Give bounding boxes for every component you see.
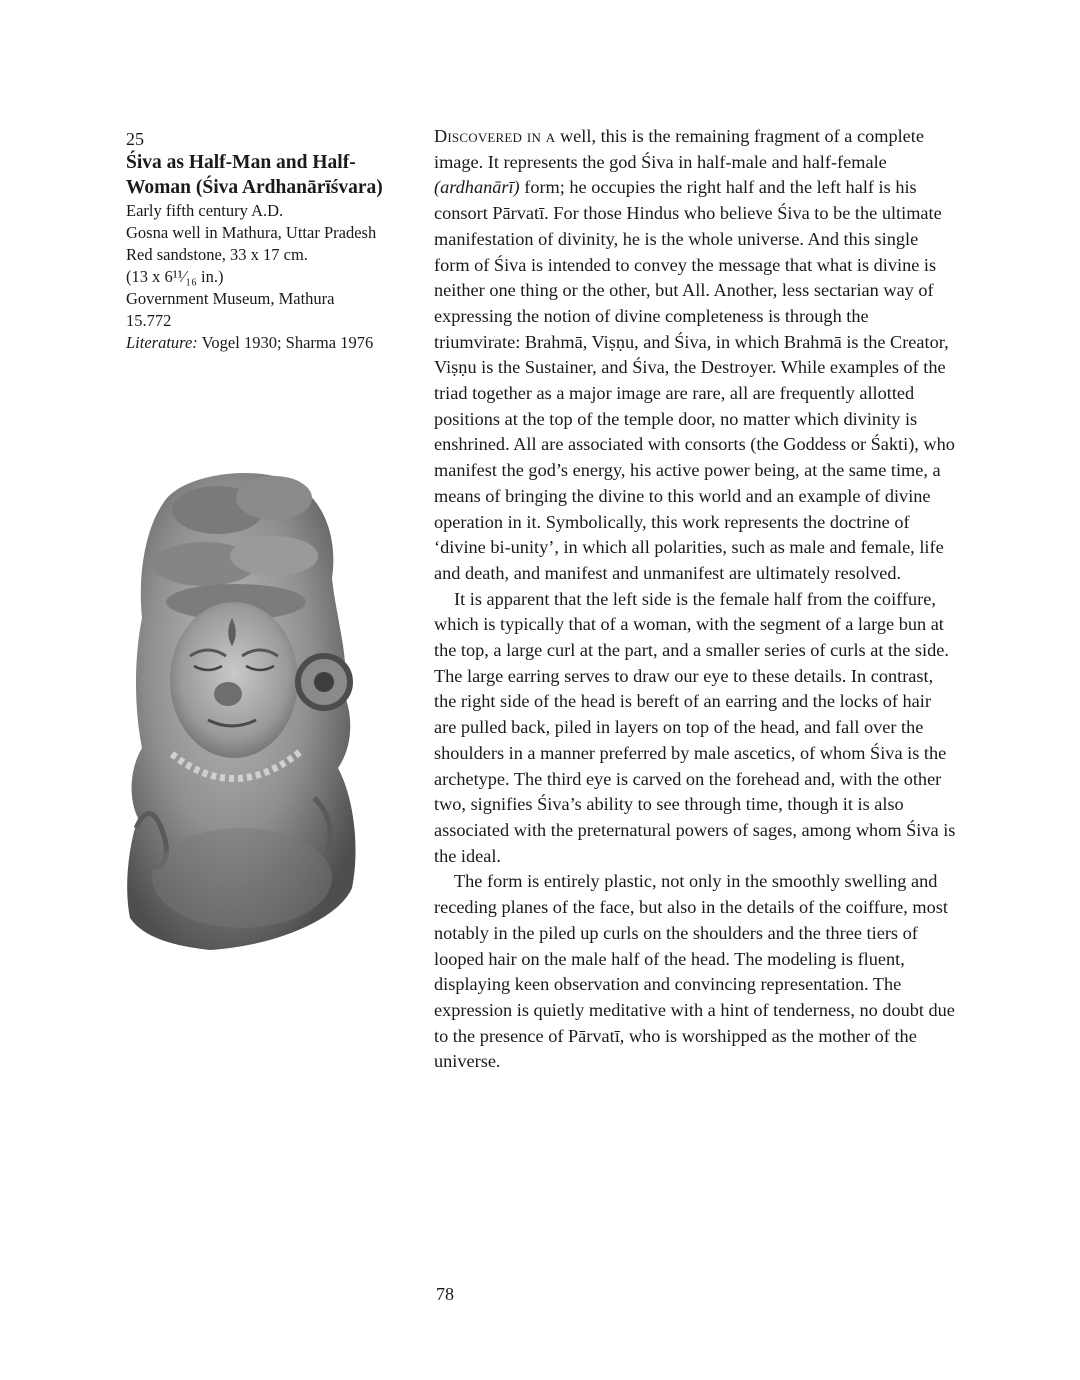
catalog-dimensions-in: (13 x 6¹¹⁄₁₆ in.): [126, 267, 224, 286]
sanskrit-term: (ardhanārī): [434, 177, 520, 198]
literature-label: Literature:: [126, 333, 198, 352]
catalog-literature: [126, 332, 388, 354]
essay-paragraph-1: Discovered in a well, this is the remaining fragment of a complete image. It represents the god Śiva in half-male and half-female (ardhanārī) form; he occupies the right half and the left half is his consort Pārvatī. For those Hindus who believe Śiva to be the ultimate manifestation of divinity, he is the whole universe. And this single form of Śiva is intended to convey the message that what is divine is neither one thing or the other, but All. Another, less sectarian way of expressing the notion of divine completeness is through the triumvirate: Brahmā, Viṣṇu, and Śiva, in which Brahmā is the Creator, Viṣṇu is the Sustainer, and Śiva, the Destroyer. While examples of the triad together as a major image are rare, all are frequently allotted positions at the top of the temple door, no matter which divinity is enshrined. All are associated with consorts (the Goddess or Śakti), who manifest the god’s energy, his active power being, at the same time, a means of bringing the divine to this world and an example of divine operation in it. Symbolically, this work represents the doctrine of ‘divine bi-unity’, in which all polarities, such as male and female, life and death, and manifest and unmanifest are ultimately resolved.: [434, 126, 955, 583]
page-number: 78: [436, 1284, 454, 1304]
sculpture-photo: [124, 468, 360, 950]
catalog-collection: Government Museum, Mathura: [126, 289, 335, 308]
essay-paragraph-2: It is apparent that the left side is the female half from the coiffure, which is typically that of a woman, with the segment of a large bun at the top, a large curl at the part, and a smaller series of curls at the side. The large earring serves to draw our eye to these details. In contrast, the right side of the head is bereft of an earring and the locks of hair are pulled back, piled in layers on top of the head, and fall over the shoulders in a manner preferred by male ascetics, of whom Śiva is the archetype. The third eye is carved on the forehead and, with the other two, signifies Śiva’s ability to see through time, though it is also associated with the preternatural powers of sages, among whom Śiva is the ideal.: [434, 588, 956, 866]
catalog-entry: [126, 128, 388, 354]
essay-paragraph-3: The form is entirely plastic, not only in the smoothly swelling and receding planes of the face, but also in the details of the coiffure, most notably in the piled up curls on the shoulders and the three tiers of looped hair on the male half of the head. The modeling is fluent, displaying keen observation and convincing representation. The expression is quietly meditative with a hint of tenderness, no doubt due to the presence of Pārvatī, who is worshipped as the mother of the universe.: [434, 871, 955, 1072]
lead-in: Discovered in a: [434, 126, 556, 146]
essay-text: [434, 124, 956, 1075]
catalog-title: Śiva as Half-Man and Half-Woman (Śiva Ardhanārīśvara): [126, 152, 383, 198]
literature-references: Vogel 1930; Sharma 1976: [201, 333, 374, 352]
catalog-date: Early fifth century A.D.: [126, 201, 284, 220]
catalog-provenance: Gosna well in Mathura, Uttar Pradesh: [126, 223, 377, 242]
catalog-accession: 15.772: [126, 311, 172, 330]
catalog-number: 25: [126, 129, 144, 149]
catalog-material: Red sandstone, 33 x 17 cm.: [126, 245, 308, 264]
catalog-metadata: [126, 200, 388, 354]
